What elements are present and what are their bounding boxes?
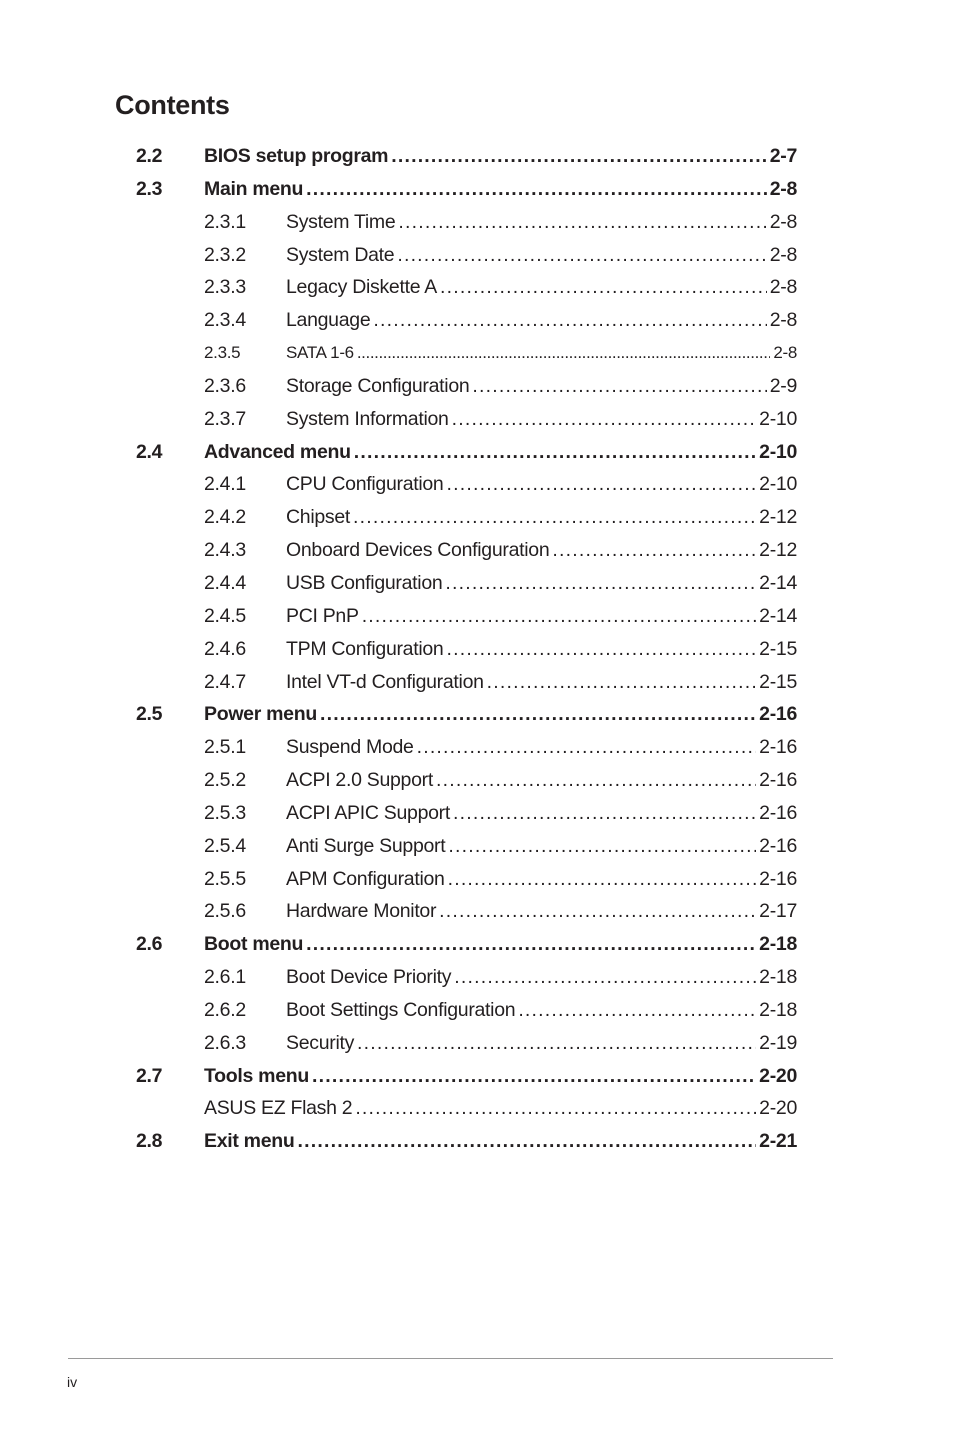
toc-entry[interactable] xyxy=(0,567,954,600)
toc-entry-number: 2.8 xyxy=(136,1130,163,1153)
toc-entry[interactable] xyxy=(0,1060,954,1093)
toc-entry-number: 2.6.2 xyxy=(204,998,246,1021)
toc-entry-page: 2-18 xyxy=(759,933,797,956)
dot-leader xyxy=(417,731,757,764)
toc-entry-page: 2-16 xyxy=(759,801,797,824)
toc-entry[interactable] xyxy=(0,994,954,1027)
toc-entry[interactable] xyxy=(0,206,954,239)
dot-leader xyxy=(452,403,757,436)
dot-leader xyxy=(436,764,756,797)
toc-entry-title: PCI PnP xyxy=(286,604,359,627)
toc-entry-line xyxy=(286,468,797,501)
toc-entry-page: 2-16 xyxy=(759,834,797,857)
dot-leader xyxy=(354,436,756,469)
toc-entry-number: 2.4 xyxy=(136,440,163,463)
toc-entry-line xyxy=(204,436,797,469)
toc-entry-number: 2.3.4 xyxy=(204,309,246,332)
toc-entry-page: 2-8 xyxy=(769,276,797,299)
toc-entry-page: 2-9 xyxy=(769,374,797,397)
dot-leader xyxy=(439,895,756,928)
dot-leader xyxy=(518,994,756,1027)
toc-entry[interactable] xyxy=(0,140,954,173)
toc-entry-title: USB Configuration xyxy=(286,571,443,594)
toc-entry-page: 2-17 xyxy=(759,900,797,923)
toc-entry-number: 2.4.5 xyxy=(204,604,246,627)
toc-entry[interactable] xyxy=(0,239,954,272)
toc-entry-number: 2.4.1 xyxy=(204,473,246,496)
toc-entry-number: 2.3.3 xyxy=(204,276,246,299)
toc-entry-line xyxy=(286,206,797,239)
toc-entry-line xyxy=(286,895,797,928)
dot-leader xyxy=(448,863,757,896)
toc-entry-page: 2-10 xyxy=(759,440,797,463)
toc-entry-line xyxy=(286,731,797,764)
toc-entry-title: Power menu xyxy=(204,703,317,726)
toc-entry[interactable] xyxy=(0,1092,954,1125)
toc-entry-page: 2-8 xyxy=(773,343,797,363)
dot-leader xyxy=(440,271,767,304)
toc-entry[interactable] xyxy=(0,928,954,961)
dot-leader xyxy=(357,1027,756,1060)
dot-leader xyxy=(552,534,756,567)
toc-entry-line xyxy=(286,501,797,534)
toc-entry-title: Boot Settings Configuration xyxy=(286,998,516,1021)
dot-leader xyxy=(320,698,756,731)
toc-entry-line xyxy=(286,239,797,272)
toc-entry[interactable] xyxy=(0,173,954,206)
toc-entry-line xyxy=(204,173,797,206)
toc-entry-number: 2.3 xyxy=(136,177,163,200)
toc-entry-line xyxy=(286,633,797,666)
dot-leader xyxy=(446,633,756,666)
toc-entry-title: Boot Device Priority xyxy=(286,966,452,989)
toc-entry-number: 2.4.3 xyxy=(204,539,246,562)
toc-entry-title: Advanced menu xyxy=(204,440,351,463)
toc-entry-page: 2-21 xyxy=(759,1130,797,1153)
dot-leader xyxy=(487,666,756,699)
toc-entry-number: 2.5.1 xyxy=(204,736,246,759)
toc-entry[interactable] xyxy=(0,501,954,534)
toc-entry-line xyxy=(286,271,797,304)
toc-entry-line xyxy=(286,403,797,436)
toc-entry-line xyxy=(286,961,797,994)
toc-entry-page: 2-15 xyxy=(759,637,797,660)
toc-entry-page: 2-16 xyxy=(759,867,797,890)
toc-entry-line xyxy=(204,698,797,731)
toc-entry[interactable] xyxy=(0,337,954,370)
toc-entry-number: 2.6.1 xyxy=(204,966,246,989)
toc-entry-page: 2-18 xyxy=(759,966,797,989)
toc-entry-line xyxy=(286,830,797,863)
toc-entry-title: TPM Configuration xyxy=(286,637,444,660)
footer-divider xyxy=(68,1358,833,1359)
dot-leader xyxy=(355,1092,756,1125)
toc-entry-number: 2.5.6 xyxy=(204,900,246,923)
toc-entry-number: 2.5.5 xyxy=(204,867,246,890)
toc-entry-title: BIOS setup program xyxy=(204,145,389,167)
toc-entry-title: Anti Surge Support xyxy=(286,834,446,857)
toc-entry-number: 2.3.2 xyxy=(204,243,246,266)
toc-entry-line xyxy=(286,600,797,633)
toc-entry-page: 2-19 xyxy=(759,1031,797,1054)
toc-entry-page: 2-12 xyxy=(759,506,797,529)
toc-entry-title: Tools menu xyxy=(204,1064,309,1087)
toc-entry-line xyxy=(286,863,797,896)
toc-entry[interactable] xyxy=(0,304,954,337)
toc-entry-line xyxy=(286,1027,797,1060)
toc-entry[interactable] xyxy=(0,830,954,863)
toc-entry-page: 2-12 xyxy=(759,539,797,562)
toc-entry-line xyxy=(286,567,797,600)
toc-entry-number: 2.5.2 xyxy=(204,769,246,792)
toc-entry-number: 2.4.6 xyxy=(204,637,246,660)
dot-leader xyxy=(306,928,756,961)
toc-entry-page: 2-16 xyxy=(759,736,797,759)
toc-entry-line xyxy=(286,764,797,797)
toc-entry-number: 2.6.3 xyxy=(204,1031,246,1054)
toc-entry-line xyxy=(204,1060,797,1093)
toc-entry-title: Language xyxy=(286,309,371,332)
toc-entry-title: Chipset xyxy=(286,506,351,529)
toc-entry-number: 2.4.2 xyxy=(204,506,246,529)
toc-entry-number: 2.3.5 xyxy=(204,343,241,363)
toc-entry[interactable] xyxy=(0,534,954,567)
toc-entry-number: 2.3.6 xyxy=(204,374,246,397)
toc-entry-title: Hardware Monitor xyxy=(286,900,437,923)
toc-entry-page: 2-15 xyxy=(759,670,797,693)
toc-entry-title: ASUS EZ Flash 2 xyxy=(204,1097,353,1120)
toc-entry-line xyxy=(204,140,797,173)
toc-entry-line xyxy=(286,304,797,337)
dot-leader xyxy=(362,600,756,633)
toc-entry[interactable] xyxy=(0,600,954,633)
toc-entry-title: Security xyxy=(286,1031,355,1054)
toc-entry-line xyxy=(286,370,797,403)
page-title: Contents xyxy=(115,90,230,120)
toc-entry-number: 2.3.1 xyxy=(204,210,246,233)
toc-entry-line xyxy=(204,1125,797,1158)
toc-entry[interactable] xyxy=(0,961,954,994)
toc-entry-title: ACPI 2.0 Support xyxy=(286,769,433,792)
toc-entry[interactable] xyxy=(0,764,954,797)
toc-entry-page: 2-7 xyxy=(769,145,797,167)
toc-entry[interactable] xyxy=(0,1027,954,1060)
toc-entry[interactable] xyxy=(0,1125,954,1158)
toc-entry-number: 2.5.4 xyxy=(204,834,246,857)
toc-entry-line xyxy=(286,797,797,830)
toc-entry-page: 2-8 xyxy=(769,210,797,233)
toc-entry-title: System Date xyxy=(286,243,395,266)
toc-entry-line xyxy=(204,928,797,961)
toc-entry-title: Intel VT-d Configuration xyxy=(286,670,484,693)
toc-entry-title: Main menu xyxy=(204,177,304,200)
toc-entry-title: Suspend Mode xyxy=(286,736,414,759)
toc-entry-title: SATA 1-6 xyxy=(286,343,354,363)
toc-entry[interactable] xyxy=(0,731,954,764)
toc-entry-page: 2-16 xyxy=(759,769,797,792)
toc-entry-line xyxy=(204,1092,797,1125)
toc-entry-title: Storage Configuration xyxy=(286,374,470,397)
table-of-contents xyxy=(0,140,954,1158)
dot-leader xyxy=(453,797,756,830)
dot-leader xyxy=(391,140,766,173)
toc-entry-number: 2.7 xyxy=(136,1064,163,1087)
toc-entry[interactable] xyxy=(0,666,954,699)
dot-leader xyxy=(357,337,770,370)
toc-entry-number: 2.5.3 xyxy=(204,801,246,824)
dot-leader xyxy=(445,567,756,600)
toc-entry[interactable] xyxy=(0,633,954,666)
toc-entry[interactable] xyxy=(0,863,954,896)
dot-leader xyxy=(472,370,766,403)
toc-entry-page: 2-8 xyxy=(769,309,797,332)
toc-entry[interactable] xyxy=(0,403,954,436)
toc-entry-title: Legacy Diskette A xyxy=(286,276,437,299)
dot-leader xyxy=(397,239,766,272)
toc-entry[interactable] xyxy=(0,468,954,501)
toc-entry[interactable] xyxy=(0,271,954,304)
toc-entry-page: 2-16 xyxy=(759,703,797,726)
dot-leader xyxy=(373,304,766,337)
toc-entry-line xyxy=(286,337,797,370)
toc-entry-title: CPU Configuration xyxy=(286,473,444,496)
toc-entry[interactable] xyxy=(0,797,954,830)
dot-leader xyxy=(448,830,756,863)
toc-entry[interactable] xyxy=(0,436,954,469)
toc-entry-page: 2-20 xyxy=(759,1064,797,1087)
toc-entry-line xyxy=(286,994,797,1027)
toc-entry-page: 2-18 xyxy=(759,998,797,1021)
dot-leader xyxy=(353,501,756,534)
toc-entry[interactable] xyxy=(0,895,954,928)
toc-entry-number: 2.4.7 xyxy=(204,670,246,693)
toc-entry-page: 2-14 xyxy=(759,604,797,627)
page-number: iv xyxy=(67,1374,78,1390)
dot-leader xyxy=(306,173,767,206)
toc-entry[interactable] xyxy=(0,698,954,731)
dot-leader xyxy=(446,468,756,501)
toc-entry-number: 2.5 xyxy=(136,703,163,726)
toc-entry-page: 2-8 xyxy=(769,243,797,266)
toc-entry-title: Onboard Devices Configuration xyxy=(286,539,550,562)
toc-entry-page: 2-20 xyxy=(759,1097,797,1120)
toc-entry-page: 2-10 xyxy=(759,473,797,496)
toc-entry-title: ACPI APIC Support xyxy=(286,801,450,824)
toc-entry-title: APM Configuration xyxy=(286,867,445,890)
toc-entry-number: 2.6 xyxy=(136,933,163,956)
toc-entry-title: System Information xyxy=(286,407,449,430)
toc-entry-page: 2-8 xyxy=(769,177,797,200)
toc-entry-title: Exit menu xyxy=(204,1130,295,1153)
toc-entry-page: 2-10 xyxy=(759,407,797,430)
dot-leader xyxy=(312,1060,756,1093)
toc-entry-page: 2-14 xyxy=(759,571,797,594)
toc-entry-number: 2.2 xyxy=(136,145,163,167)
toc-entry[interactable] xyxy=(0,370,954,403)
toc-entry-line xyxy=(286,534,797,567)
toc-entry-line xyxy=(286,666,797,699)
dot-leader xyxy=(454,961,756,994)
toc-entry-title: Boot menu xyxy=(204,933,304,956)
toc-entry-number: 2.3.7 xyxy=(204,407,246,430)
toc-entry-title: System Time xyxy=(286,210,396,233)
dot-leader xyxy=(398,206,766,239)
dot-leader xyxy=(298,1125,757,1158)
toc-entry-number: 2.4.4 xyxy=(204,571,246,594)
